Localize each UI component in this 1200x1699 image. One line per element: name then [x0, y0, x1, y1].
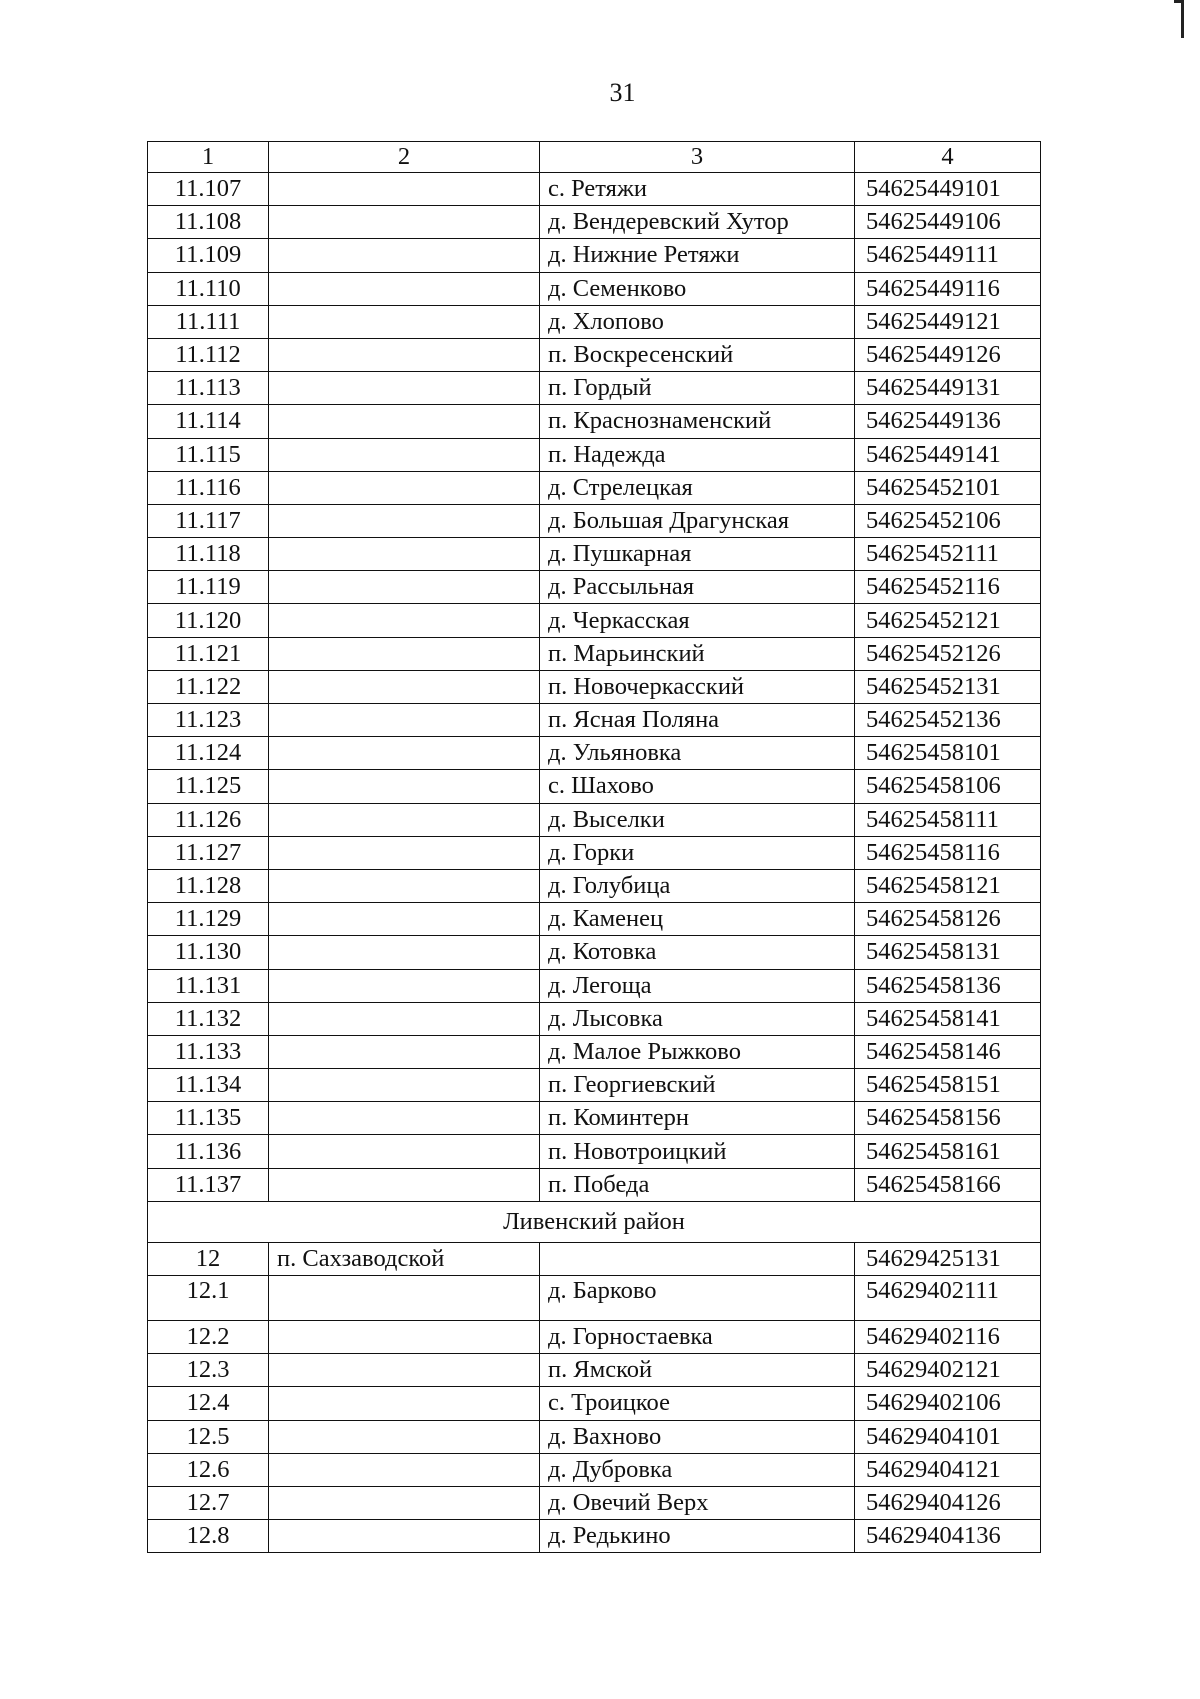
row-number: 11.129: [148, 903, 269, 936]
settlement-name: п. Ясная Поляна: [540, 704, 855, 737]
settlement-name: д. Овечий Верх: [540, 1486, 855, 1519]
header-cell-2: 2: [269, 142, 540, 173]
table-row: [148, 1520, 1041, 1553]
municipality-name: [269, 903, 540, 936]
municipality-name: [269, 571, 540, 604]
municipality-name: [269, 1420, 540, 1453]
municipality-name: [269, 869, 540, 902]
table-row: [148, 504, 1041, 537]
oktmo-code: 54625449106: [855, 206, 1041, 239]
row-number: 11.114: [148, 405, 269, 438]
settlement-name: с. Ретяжи: [540, 173, 855, 206]
table-row: [148, 571, 1041, 604]
oktmo-code: 54625452131: [855, 670, 1041, 703]
municipality-name: [269, 405, 540, 438]
settlement-name: п. Надежда: [540, 438, 855, 471]
oktmo-code: 54625458106: [855, 770, 1041, 803]
municipality-name: [269, 173, 540, 206]
settlement-name: д. Редькино: [540, 1520, 855, 1553]
municipality-name: [269, 504, 540, 537]
row-number: 11.127: [148, 836, 269, 869]
settlement-name: д. Семенково: [540, 272, 855, 305]
oktmo-code: 54629404101: [855, 1420, 1041, 1453]
table-row: [148, 173, 1041, 206]
row-number: 11.121: [148, 637, 269, 670]
table-row: [148, 737, 1041, 770]
row-number: 11.125: [148, 770, 269, 803]
table-row: [148, 1354, 1041, 1387]
table-row: [148, 1242, 1041, 1275]
municipality-name: [269, 803, 540, 836]
row-number: 11.120: [148, 604, 269, 637]
settlement-name: д. Дубровка: [540, 1453, 855, 1486]
row-number: 12.8: [148, 1520, 269, 1553]
header-cell-1: 1: [148, 142, 269, 173]
municipality-name: [269, 936, 540, 969]
table-row: [148, 1069, 1041, 1102]
municipality-name: [269, 1486, 540, 1519]
row-number: 11.132: [148, 1002, 269, 1035]
oktmo-code: 54625449111: [855, 239, 1041, 272]
municipality-name: [269, 538, 540, 571]
table-row: [148, 936, 1041, 969]
municipality-name: [269, 1321, 540, 1354]
settlement-name: д. Стрелецкая: [540, 471, 855, 504]
settlement-name: п. Новочеркасский: [540, 670, 855, 703]
row-number: 11.124: [148, 737, 269, 770]
oktmo-code: 54625449116: [855, 272, 1041, 305]
oktmo-code: 54625458116: [855, 836, 1041, 869]
table-row: [148, 670, 1041, 703]
settlement-name: п. Марьинский: [540, 637, 855, 670]
table-row: [148, 604, 1041, 637]
header-cell-3: 3: [540, 142, 855, 173]
municipality-name: [269, 1102, 540, 1135]
oktmo-code: 54625458166: [855, 1168, 1041, 1201]
municipality-name: [269, 670, 540, 703]
settlement-name: д. Большая Драгунская: [540, 504, 855, 537]
table-row: [148, 836, 1041, 869]
municipality-name: [269, 770, 540, 803]
table-row: [148, 1387, 1041, 1420]
municipality-name: [269, 206, 540, 239]
municipality-name: [269, 1168, 540, 1201]
settlement-name: д. Легоща: [540, 969, 855, 1002]
oktmo-code: 54625458161: [855, 1135, 1041, 1168]
settlement-name: д. Выселки: [540, 803, 855, 836]
oktmo-code: 54625452106: [855, 504, 1041, 537]
row-number: 11.136: [148, 1135, 269, 1168]
table-row: [148, 1102, 1041, 1135]
table-row: [148, 1420, 1041, 1453]
table-row: [148, 338, 1041, 371]
table-row: [148, 405, 1041, 438]
oktmo-code: 54625452136: [855, 704, 1041, 737]
row-number: 11.128: [148, 869, 269, 902]
table-row: [148, 471, 1041, 504]
row-number: 11.108: [148, 206, 269, 239]
municipality-name: [269, 1035, 540, 1068]
row-number: 12.2: [148, 1321, 269, 1354]
table-header-row: [148, 142, 1041, 173]
settlement-name: д. Горностаевка: [540, 1321, 855, 1354]
settlement-name: [540, 1242, 855, 1275]
table-row: [148, 704, 1041, 737]
municipality-name: [269, 604, 540, 637]
oktmo-code: 54625452111: [855, 538, 1041, 571]
municipality-name: [269, 1387, 540, 1420]
settlement-name: д. Пушкарная: [540, 538, 855, 571]
row-number: 11.118: [148, 538, 269, 571]
municipality-name: [269, 272, 540, 305]
municipality-name: [269, 305, 540, 338]
settlement-name: д. Рассыльная: [540, 571, 855, 604]
row-number: 11.113: [148, 372, 269, 405]
municipality-name: [269, 836, 540, 869]
row-number: 11.117: [148, 504, 269, 537]
oktmo-code: 54625449141: [855, 438, 1041, 471]
settlement-name: п. Воскресенский: [540, 338, 855, 371]
oktmo-code: 54625449121: [855, 305, 1041, 338]
row-number: 11.110: [148, 272, 269, 305]
table-row: [148, 1002, 1041, 1035]
row-number: 11.119: [148, 571, 269, 604]
municipality-name: [269, 239, 540, 272]
municipality-name: [269, 1520, 540, 1553]
oktmo-code: 54625449101: [855, 173, 1041, 206]
row-number: 11.126: [148, 803, 269, 836]
table-row: [148, 770, 1041, 803]
settlement-name: д. Ульяновка: [540, 737, 855, 770]
oktmo-code: 54629404121: [855, 1453, 1041, 1486]
row-number: 11.137: [148, 1168, 269, 1201]
oktmo-code: 54625458111: [855, 803, 1041, 836]
oktmo-code: 54629425131: [855, 1242, 1041, 1275]
table-row: [148, 803, 1041, 836]
oktmo-code: 54625458146: [855, 1035, 1041, 1068]
row-number: 11.123: [148, 704, 269, 737]
table-row: [148, 869, 1041, 902]
oktmo-code: 54625452116: [855, 571, 1041, 604]
municipality-name: [269, 338, 540, 371]
table-row: [148, 438, 1041, 471]
row-number: 11.116: [148, 471, 269, 504]
oktmo-code: 54625449136: [855, 405, 1041, 438]
settlement-name: д. Нижние Ретяжи: [540, 239, 855, 272]
row-number: 12.6: [148, 1453, 269, 1486]
table-row: [148, 1276, 1041, 1321]
table-row: [148, 538, 1041, 571]
oktmo-code: 54625452121: [855, 604, 1041, 637]
settlement-name: п. Краснознаменский: [540, 405, 855, 438]
settlement-name: д. Лысовка: [540, 1002, 855, 1035]
row-number: 11.115: [148, 438, 269, 471]
settlement-name: п. Георгиевский: [540, 1069, 855, 1102]
oktmo-code: 54625449131: [855, 372, 1041, 405]
oktmo-code: 54625458101: [855, 737, 1041, 770]
municipality-name: [269, 1276, 540, 1321]
table-row: [148, 1135, 1041, 1168]
row-number: 11.133: [148, 1035, 269, 1068]
municipality-name: п. Сахзаводской: [269, 1242, 540, 1275]
settlement-name: д. Вендеревский Хутор: [540, 206, 855, 239]
oktmo-code: 54625458141: [855, 1002, 1041, 1035]
settlement-name: д. Горки: [540, 836, 855, 869]
table-row: [148, 372, 1041, 405]
district-heading: Ливенский район: [148, 1201, 1041, 1242]
municipality-name: [269, 1069, 540, 1102]
oktmo-code: 54629402116: [855, 1321, 1041, 1354]
settlement-name: д. Черкасская: [540, 604, 855, 637]
page-number: 31: [609, 78, 636, 107]
municipality-name: [269, 637, 540, 670]
oktmo-code: 54625458156: [855, 1102, 1041, 1135]
row-number: 11.112: [148, 338, 269, 371]
settlement-name: с. Шахово: [540, 770, 855, 803]
settlement-name: д. Хлопово: [540, 305, 855, 338]
settlement-name: п. Новотроицкий: [540, 1135, 855, 1168]
oktmo-code: 54625458126: [855, 903, 1041, 936]
row-number: 11.111: [148, 305, 269, 338]
settlement-name: д. Каменец: [540, 903, 855, 936]
oktmo-code: 54625458131: [855, 936, 1041, 969]
header-cell-4: 4: [855, 142, 1041, 173]
municipality-name: [269, 1135, 540, 1168]
row-number: 11.134: [148, 1069, 269, 1102]
row-number: 12.5: [148, 1420, 269, 1453]
settlement-name: п. Победа: [540, 1168, 855, 1201]
settlement-name: с. Троицкое: [540, 1387, 855, 1420]
municipality-name: [269, 1002, 540, 1035]
table-row: [148, 1321, 1041, 1354]
oktmo-code: 54629402121: [855, 1354, 1041, 1387]
oktmo-code: 54625452101: [855, 471, 1041, 504]
row-number: 11.122: [148, 670, 269, 703]
row-number: 12.1: [148, 1276, 269, 1321]
row-number: 11.107: [148, 173, 269, 206]
settlement-name: п. Гордый: [540, 372, 855, 405]
oktmo-code: 54625452126: [855, 637, 1041, 670]
settlement-name: д. Голубица: [540, 869, 855, 902]
row-number: 12.7: [148, 1486, 269, 1519]
municipality-name: [269, 438, 540, 471]
row-number: 11.130: [148, 936, 269, 969]
settlement-name: д. Вахново: [540, 1420, 855, 1453]
row-number: 11.131: [148, 969, 269, 1002]
oktmo-code: 54625458136: [855, 969, 1041, 1002]
municipality-name: [269, 471, 540, 504]
table-row: [148, 637, 1041, 670]
table-row: [148, 1168, 1041, 1201]
row-number: 12: [148, 1242, 269, 1275]
row-number: 11.135: [148, 1102, 269, 1135]
oktmo-code: 54629402111: [855, 1276, 1041, 1321]
oktmo-code: 54625458151: [855, 1069, 1041, 1102]
oktmo-code: 54629402106: [855, 1387, 1041, 1420]
settlement-name: п. Коминтерн: [540, 1102, 855, 1135]
oktmo-code: 54625449126: [855, 338, 1041, 371]
row-number: 12.3: [148, 1354, 269, 1387]
table-row: [148, 1486, 1041, 1519]
municipality-name: [269, 737, 540, 770]
table-row: [148, 239, 1041, 272]
municipality-name: [269, 969, 540, 1002]
table-row: [148, 1035, 1041, 1068]
row-number: 12.4: [148, 1387, 269, 1420]
district-heading-row: [148, 1201, 1041, 1242]
settlement-name: д. Барково: [540, 1276, 855, 1321]
table-row: [148, 1453, 1041, 1486]
municipality-name: [269, 372, 540, 405]
settlement-name: д. Котовка: [540, 936, 855, 969]
oktmo-code: 54625458121: [855, 869, 1041, 902]
settlement-name: п. Ямской: [540, 1354, 855, 1387]
table-row: [148, 272, 1041, 305]
municipality-name: [269, 1453, 540, 1486]
table-row: [148, 305, 1041, 338]
table-row: [148, 969, 1041, 1002]
municipality-name: [269, 704, 540, 737]
oktmo-code: 54629404126: [855, 1486, 1041, 1519]
municipality-name: [269, 1354, 540, 1387]
row-number: 11.109: [148, 239, 269, 272]
settlement-name: д. Малое Рыжково: [540, 1035, 855, 1068]
table-row: [148, 206, 1041, 239]
settlements-table: [147, 141, 1041, 1553]
table-row: [148, 903, 1041, 936]
corner-mark: [1181, 0, 1184, 38]
oktmo-code: 54629404136: [855, 1520, 1041, 1553]
